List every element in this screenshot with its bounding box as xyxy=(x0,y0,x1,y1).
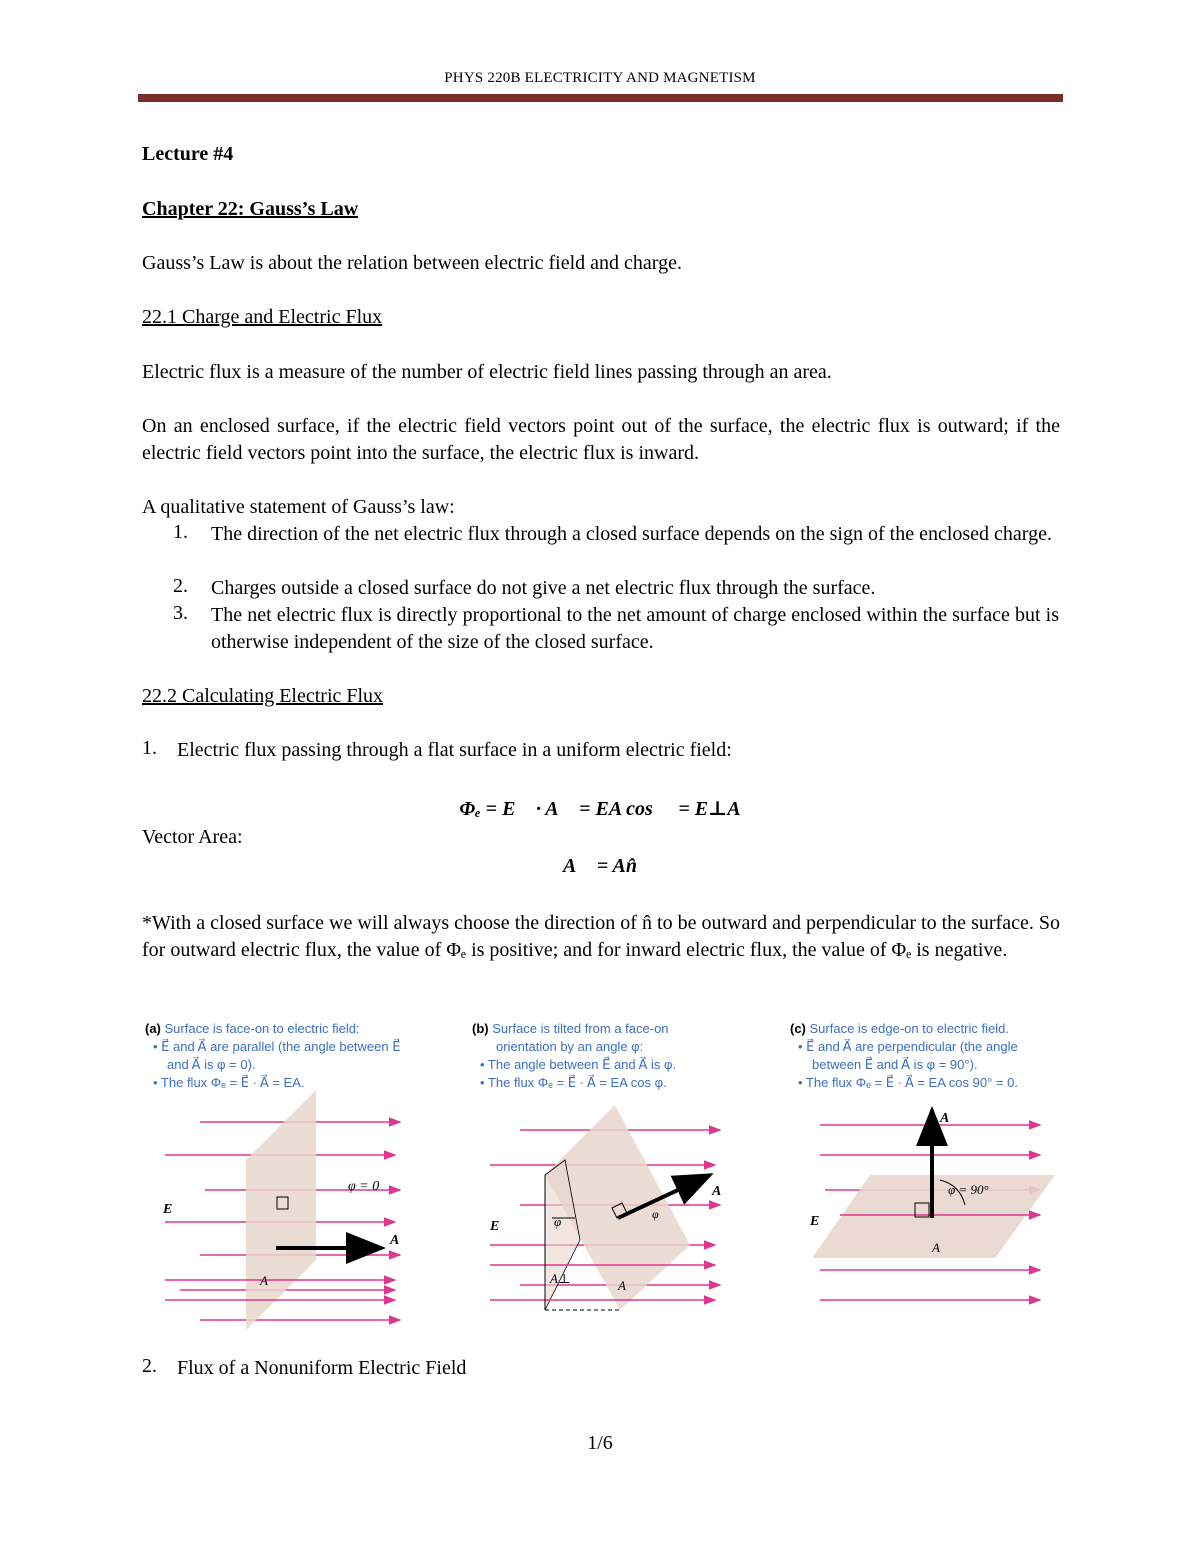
figure-c-bullet-2: • The flux Φₑ = E⃗ · A⃗ = EA cos 90° = 0. xyxy=(798,1075,1018,1090)
nonuniform-field-item: Flux of a Nonuniform Electric Field xyxy=(177,1357,467,1379)
vector-area-label: Vector Area: xyxy=(142,826,243,848)
panel-c-A-label: A xyxy=(932,1240,940,1255)
figure-a-bullet-1b: and A⃗ is φ = 0). xyxy=(167,1057,256,1072)
panel-a-E-label: E⃗ xyxy=(163,1202,184,1217)
list-item: Charges outside a closed surface do not give a net electric flux through the surface. xyxy=(211,577,876,599)
panel-b-A-vector-label: A⃗ xyxy=(712,1184,733,1199)
panel-a-surface xyxy=(246,1090,316,1330)
section-22-1-title: 22.1 Charge and Electric Flux xyxy=(142,306,383,328)
lecture-title: Lecture #4 xyxy=(142,143,234,165)
chapter-title: Chapter 22: Gauss’s Law xyxy=(142,198,359,220)
flux-definition: Electric flux is a measure of the number of electric field lines passing through an area. xyxy=(142,361,832,383)
flux-direction-paragraph: On an enclosed surface, if the electric field vectors point out of the surface, the electric flux is outward; if the electric field vectors point into the surface, the electric flux is inward. xyxy=(142,415,1060,464)
flat-surface-item: Electric flux passing through a flat surface in a uniform electric field: xyxy=(177,739,732,761)
vector-area-equation: A⃗ = An̂ xyxy=(562,855,637,877)
panel-b-A-label: A xyxy=(618,1278,626,1293)
panel-b-E-label: E⃗ xyxy=(490,1219,511,1234)
flux-equation: Φₑ = E⃗ · A⃗ = EA cos ∅ = E⊥A xyxy=(459,798,741,820)
section-22-2-title: 22.2 Calculating Electric Flux xyxy=(142,685,384,707)
figure-a-bullet-2: • The flux Φₑ = E⃗ · A⃗ = EA. xyxy=(153,1075,305,1090)
panel-c-E-label: E⃗ xyxy=(810,1214,831,1229)
figure-a-title: Surface is face-on to electric field: xyxy=(164,1021,360,1036)
closed-surface-note: *With a closed surface we will always choose the direction of n̂ to be outward and perpendicular to the surface. So for outward electric flux, the value of Φₑ is positive; and for inward electric flux, the value of Φₑ is negative. xyxy=(142,912,1060,961)
panel-a-A-label: A xyxy=(260,1273,268,1288)
header-title: PHYS 220B ELECTRICITY AND MAGNETISM xyxy=(444,70,756,86)
figure-b-bullet-2: • The flux Φₑ = E⃗ · A⃗ = EA cos φ. xyxy=(480,1075,667,1090)
list-number: 1. xyxy=(142,737,157,759)
panel-b-Aperp-label: A⊥ xyxy=(550,1271,571,1286)
panel-c-phi: φ = 90° xyxy=(948,1182,989,1197)
figure-c-bullet-1: • E⃗ and A⃗ are perpendicular (the angle xyxy=(798,1039,1018,1054)
panel-c-A-vector-label: A⃗ xyxy=(940,1111,961,1126)
panel-a-A-vector-label: A⃗ xyxy=(390,1233,411,1248)
figure-a-label: (a) xyxy=(145,1021,161,1036)
figure-c-label: (c) xyxy=(790,1021,806,1036)
list-number: 2. xyxy=(173,575,188,597)
qualitative-statement: A qualitative statement of Gauss’s law: xyxy=(142,496,455,518)
list-number: 2. xyxy=(142,1355,157,1377)
figure-b-title-2: orientation by an angle φ: xyxy=(496,1039,644,1054)
figure-c-bullet-1b: between E⃗ and A⃗ is φ = 90°). xyxy=(812,1057,978,1072)
panel-b-phi-right: φ xyxy=(652,1207,659,1221)
figure-b-label: (b) xyxy=(472,1021,489,1036)
list-number: 3. xyxy=(173,602,188,624)
list-item: The net electric flux is directly proportional to the net amount of charge enclosed within the surface but is otherwise independent of the size of the closed surface. xyxy=(211,604,1059,653)
figure-b-title: Surface is tilted from a face-on xyxy=(492,1021,669,1036)
figure-b-bullet-1: • The angle between E⃗ and A⃗ is φ. xyxy=(480,1057,677,1072)
list-number: 1. xyxy=(173,521,188,543)
panel-b-phi-left: φ xyxy=(554,1214,562,1229)
panel-a-phi: φ = 0 xyxy=(348,1179,380,1194)
figure-c-title: Surface is edge-on to electric field. xyxy=(809,1021,1009,1036)
figure-a-bullet-1: • E⃗ and A⃗ are parallel (the angle between E⃗ xyxy=(153,1039,401,1054)
page-number: 1/6 xyxy=(587,1432,613,1454)
list-item: The direction of the net electric flux through a closed surface depends on the sign of the enclosed charge. xyxy=(211,523,1052,545)
intro-text: Gauss’s Law is about the relation between electric field and charge. xyxy=(142,252,682,274)
